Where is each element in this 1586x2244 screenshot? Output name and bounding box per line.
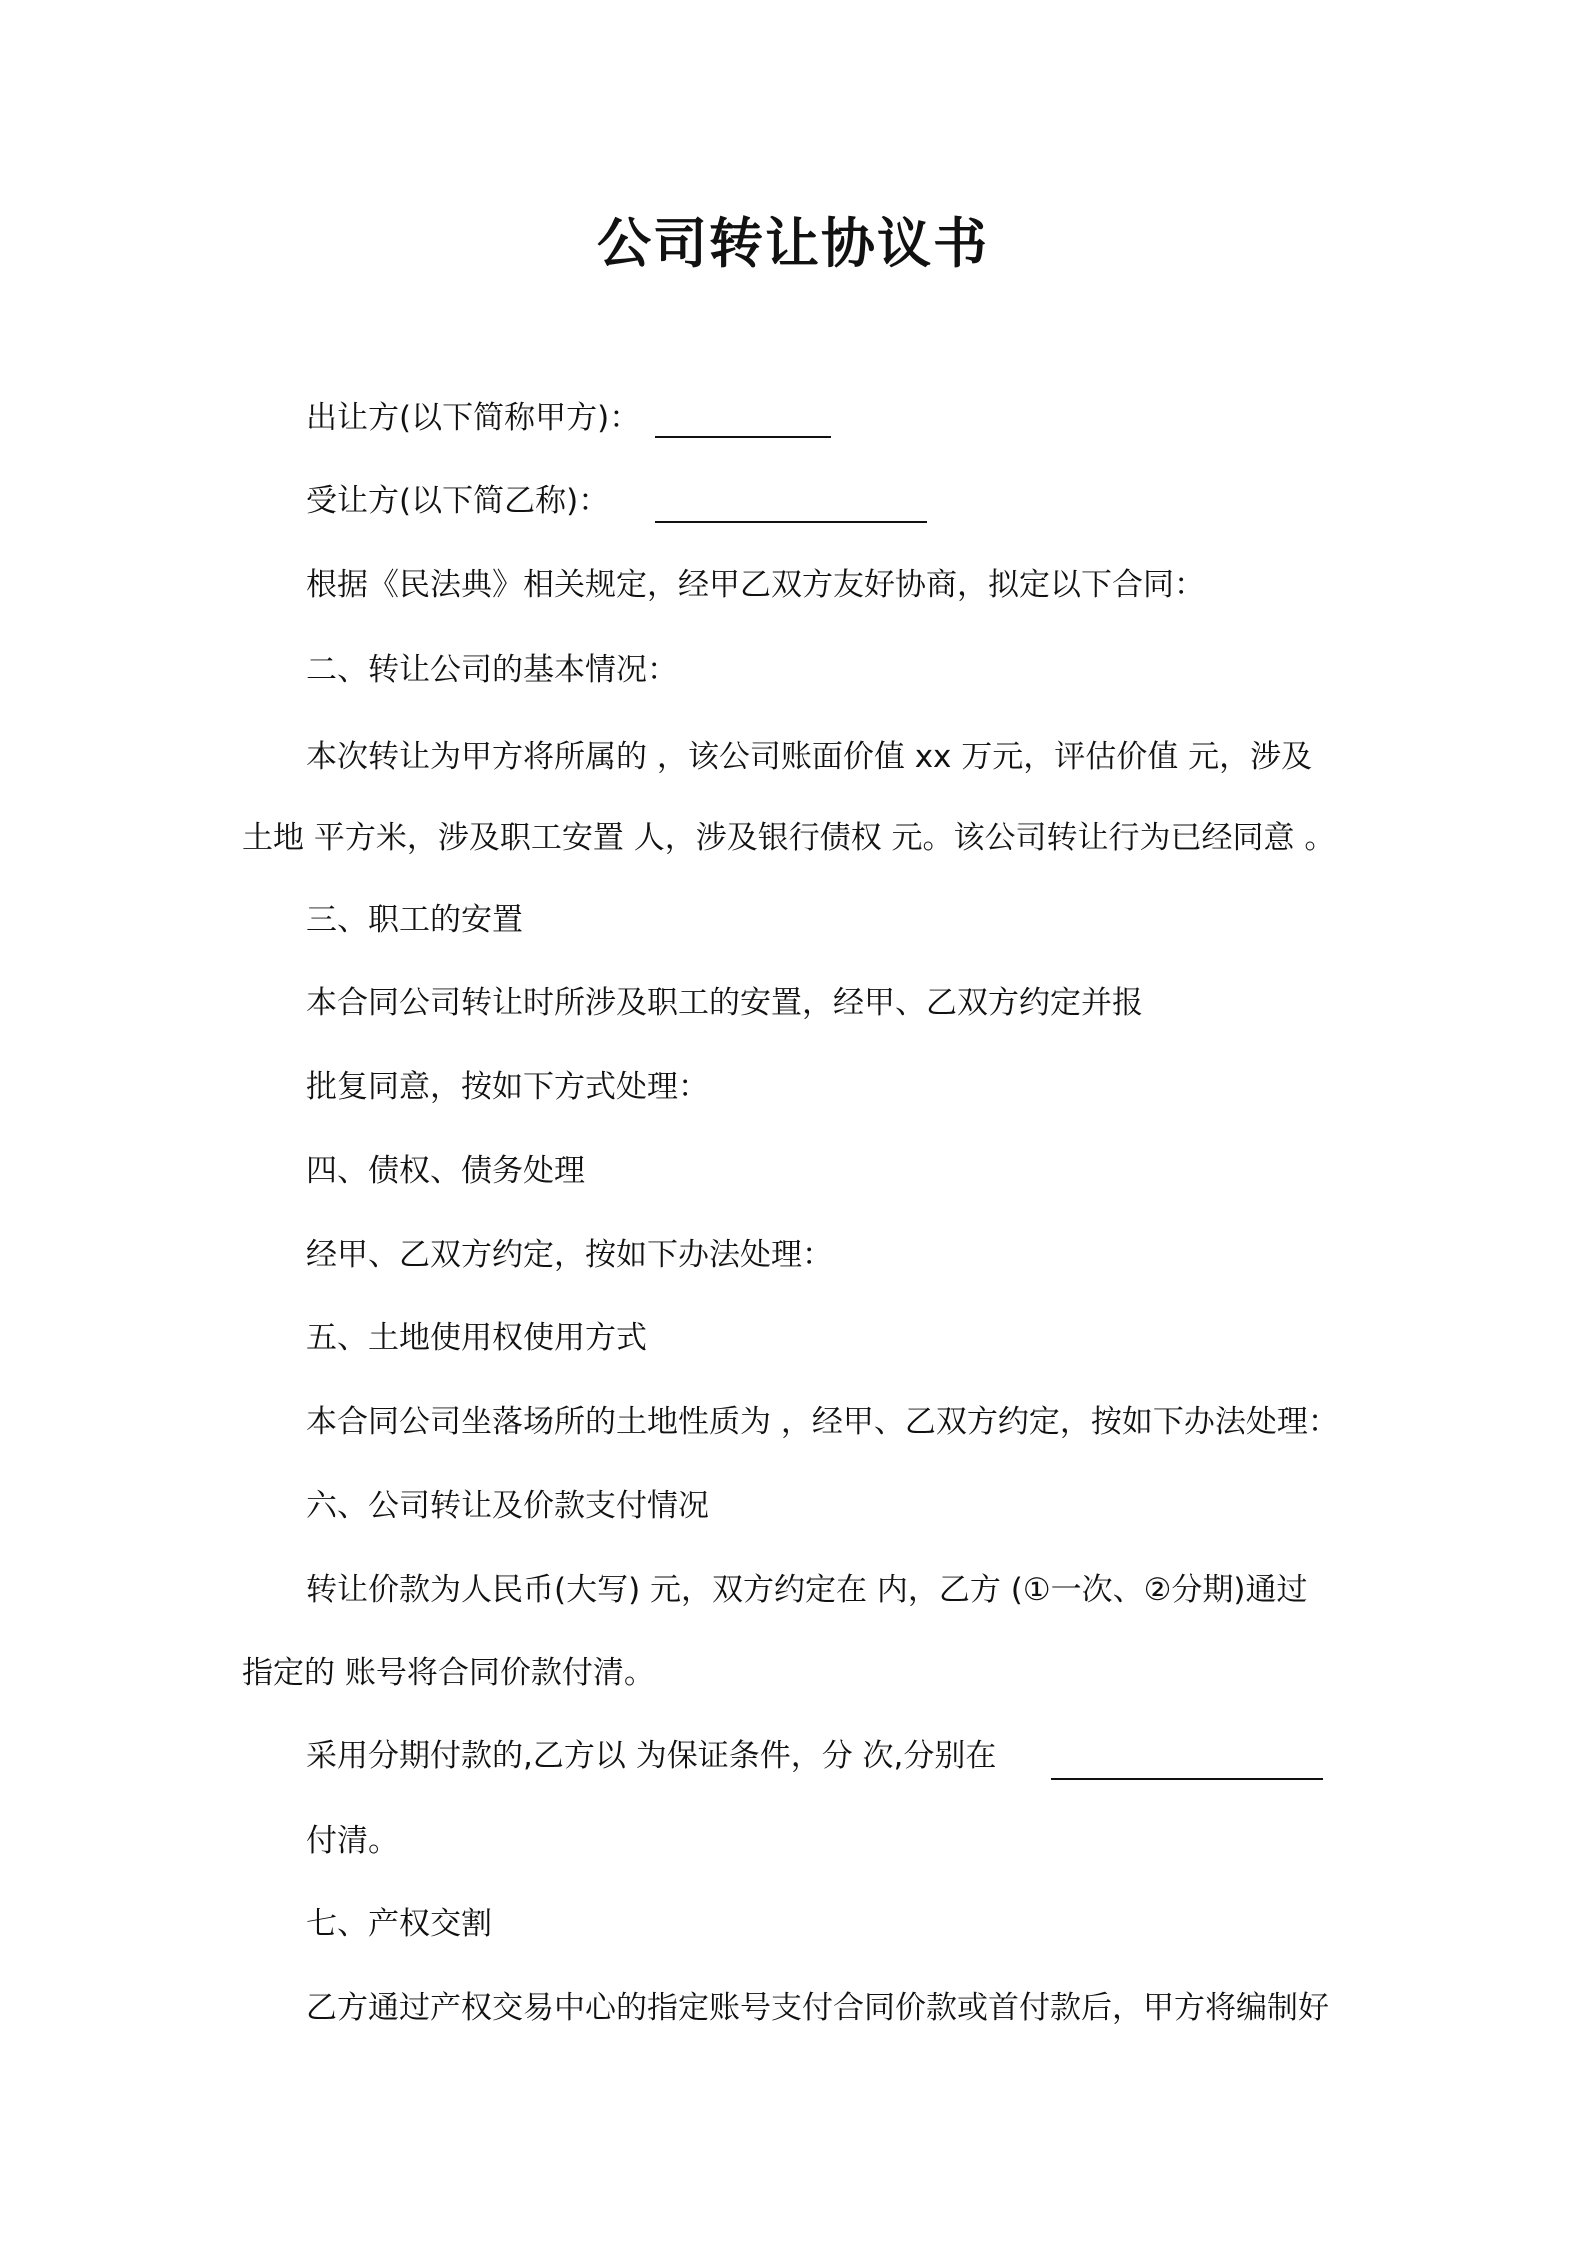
buyer-blank [655, 521, 927, 523]
seller-line: 出让方(以下简称甲方)： [306, 400, 641, 436]
section-2-heading: 二、转让公司的基本情况： [306, 652, 678, 688]
section-6-heading: 六、公司转让及价款支付情况 [306, 1488, 709, 1524]
buyer-line: 受让方(以下简乙称)： [306, 483, 610, 519]
section-4-heading: 四、债权、债务处理 [306, 1153, 585, 1189]
preamble-line: 根据《民法典》相关规定，经甲乙双方友好协商，拟定以下合同： [306, 567, 1205, 603]
section-5-heading: 五、土地使用权使用方式 [306, 1320, 647, 1356]
section-2-body-line-2: 土地 平方米，涉及职工安置 人，涉及银行债权 元。该公司转让行为已经同意 。 [242, 820, 1336, 856]
section-6-body-line-1: 转让价款为人民币(大写) 元，双方约定在 内，乙方 (①一次、②分期)通过 [306, 1572, 1308, 1608]
document-title: 公司转让协议书 [597, 212, 989, 275]
installment-end-line: 付清。 [306, 1823, 399, 1859]
section-2-body-line-1: 本次转让为甲方将所属的 ，该公司账面价值 xx 万元，评估价值 元，涉及 [306, 739, 1313, 775]
section-7-heading: 七、产权交割 [306, 1906, 492, 1942]
section-4-body: 经甲、乙双方约定，按如下办法处理： [306, 1237, 833, 1273]
section-7-body-line-1: 乙方通过产权交易中心的指定账号支付合同价款或首付款后，甲方将编制好 [306, 1990, 1329, 2026]
section-6-body-line-2: 指定的 账号将合同价款付清。 [242, 1655, 655, 1691]
installment-line: 采用分期付款的,乙方以 为保证条件，分 次,分别在 [306, 1738, 997, 1774]
section-3-body-line-2: 批复同意，按如下方式处理： [306, 1069, 709, 1105]
installment-blank [1051, 1778, 1323, 1780]
section-3-heading: 三、职工的安置 [306, 902, 523, 938]
section-5-body: 本合同公司坐落场所的土地性质为 ，经甲、乙双方约定，按如下办法处理： [306, 1404, 1339, 1440]
section-3-body-line-1: 本合同公司转让时所涉及职工的安置，经甲、乙双方约定并报 [306, 985, 1143, 1021]
seller-blank [655, 436, 831, 438]
